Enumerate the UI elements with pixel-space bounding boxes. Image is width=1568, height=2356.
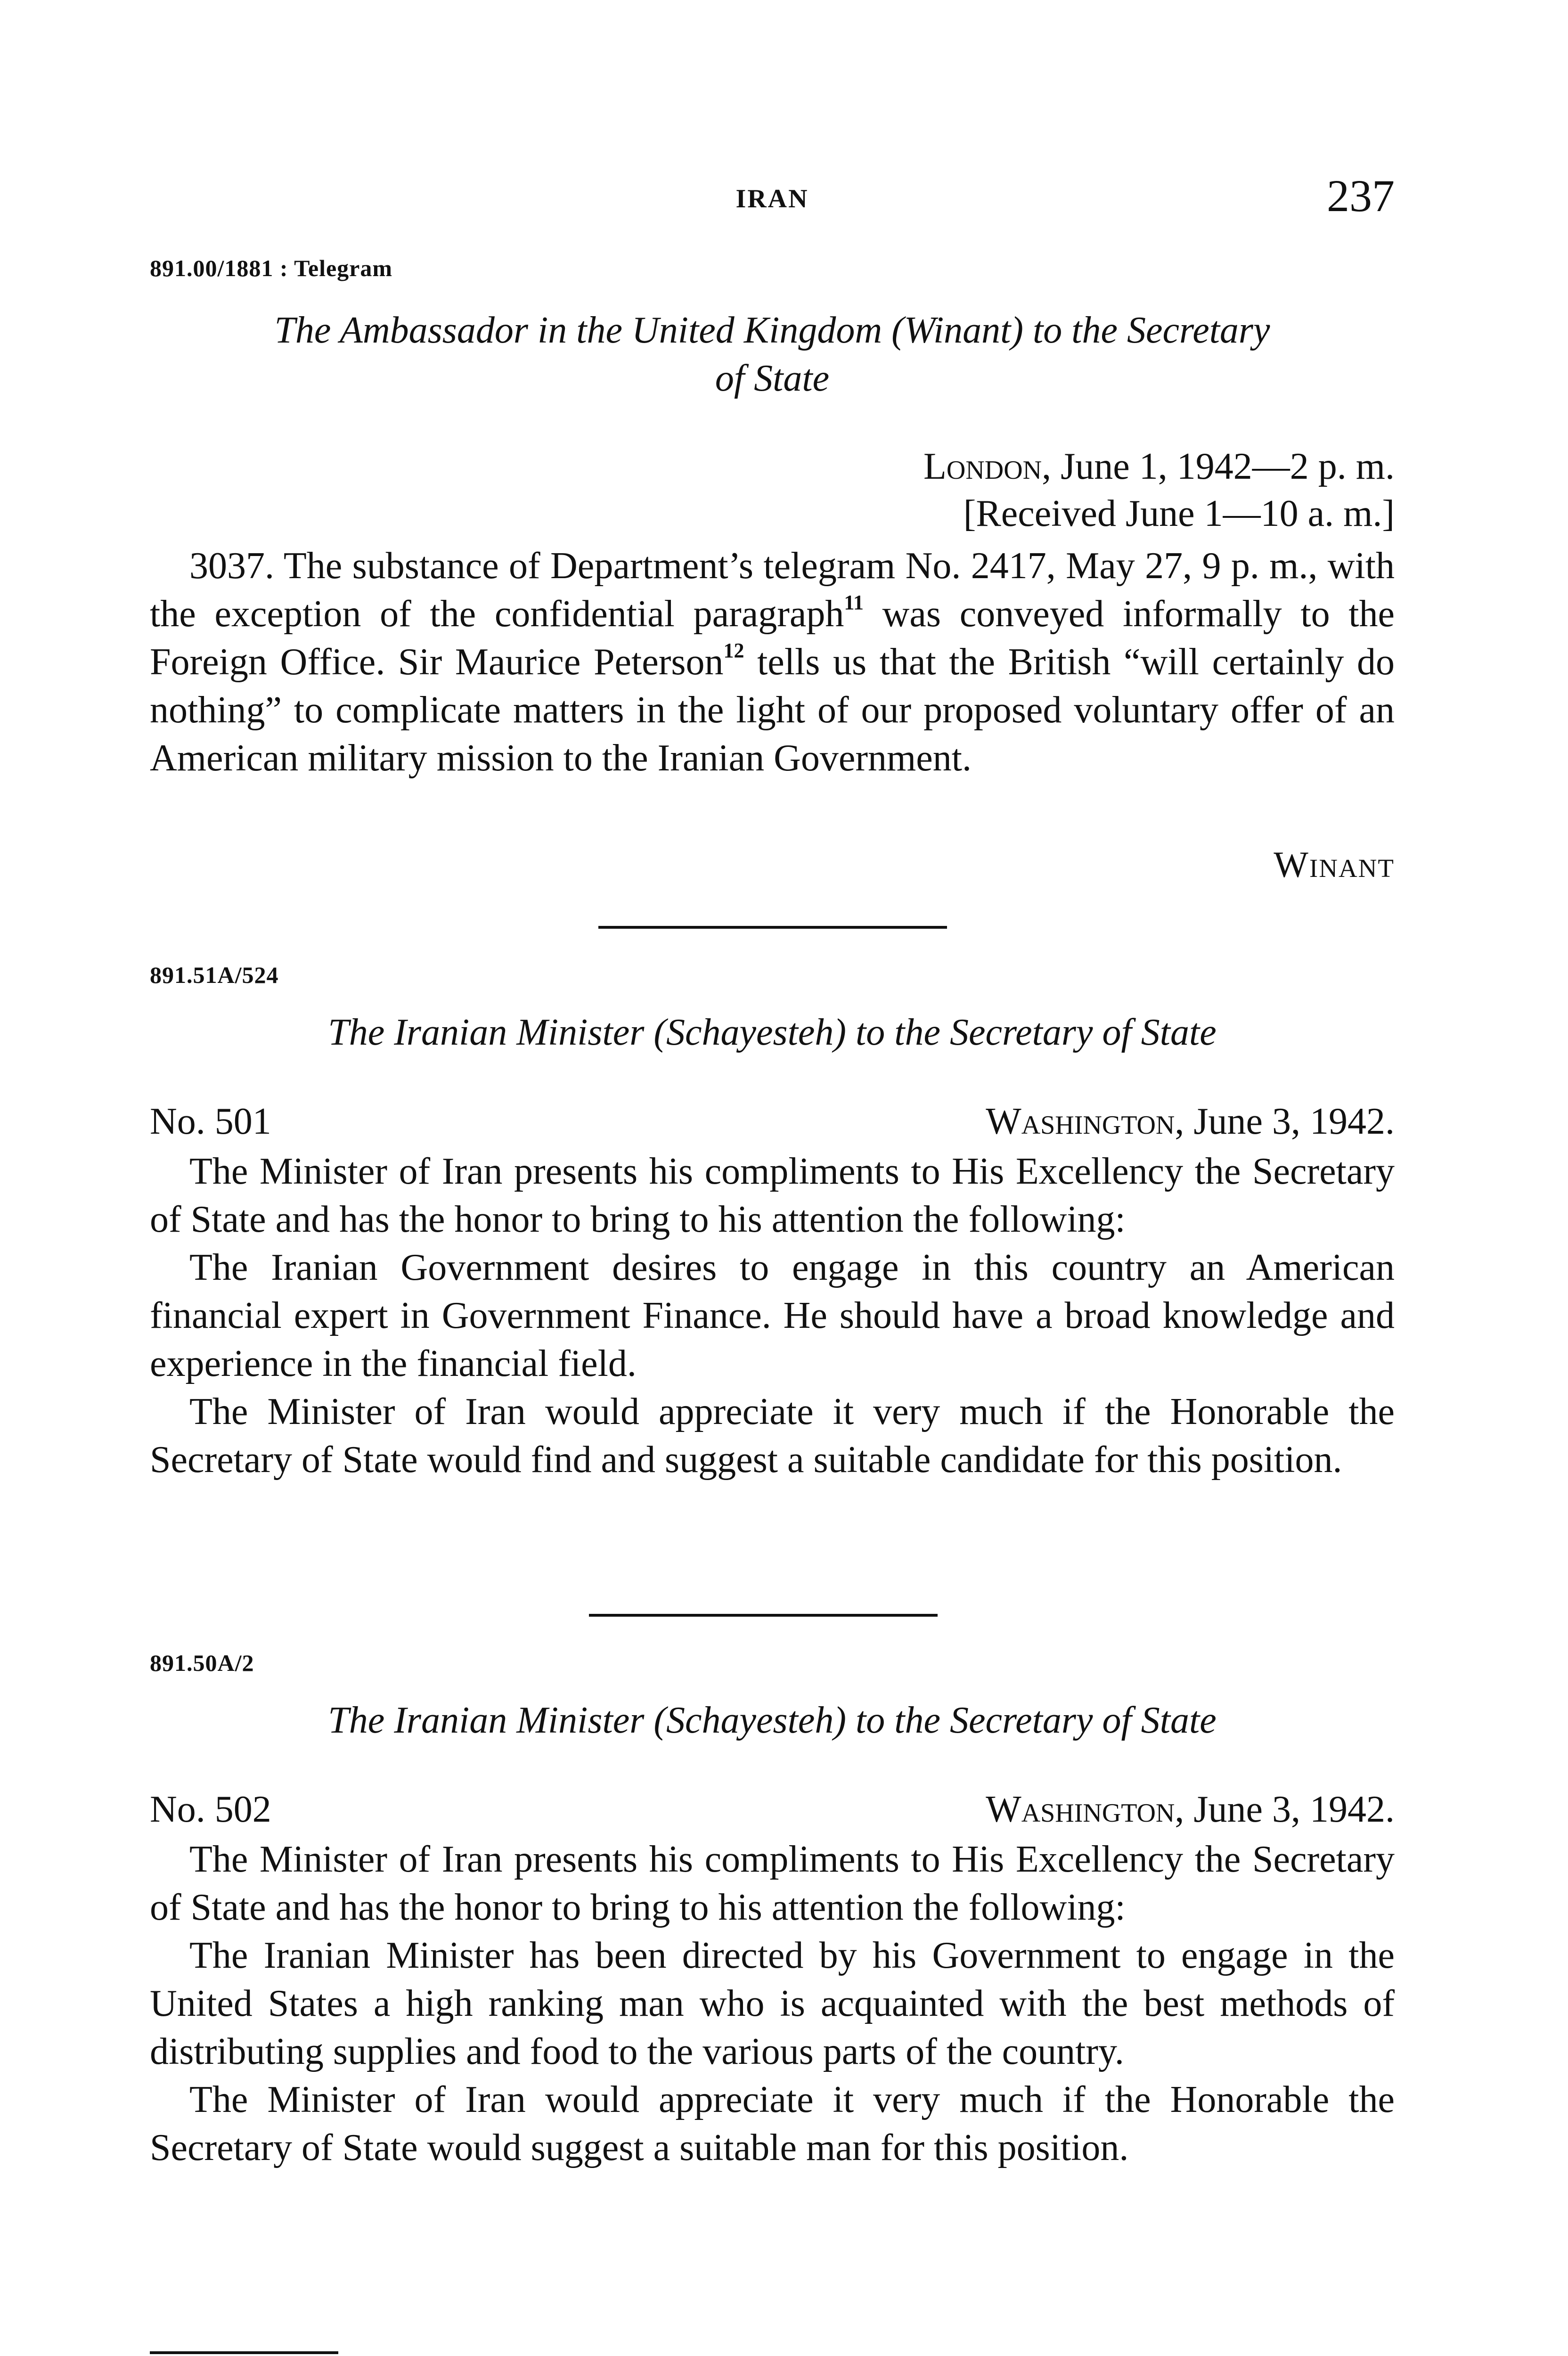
doc2-dateline: [986, 1098, 1395, 1145]
doc2-heading: The Iranian Minister (Schayesteh) to the Secretary of State: [328, 1012, 1217, 1053]
doc3-paragraph-3: The Minister of Iran would appreciate it very much if the Honorable the Secretary of State would suggest a suitable man for this position.: [150, 2079, 1395, 2168]
footnote-ref-12: 12: [723, 639, 744, 662]
doc1-dateline-place: London: [923, 446, 1042, 487]
doc2-body: [150, 1147, 1395, 1484]
doc2-dateline-place: Washington: [986, 1101, 1175, 1142]
doc2-paragraph-1: The Minister of Iran presents his compliments to His Excellency the Secretary of State and has the honor to bring to his attention the following:: [150, 1151, 1395, 1240]
doc1-body: [150, 542, 1395, 782]
doc3-body: [150, 1835, 1395, 2172]
doc3-number: No. 502: [150, 1789, 271, 1830]
running-title: IRAN: [735, 184, 809, 213]
doc1-received: [Received June 1—10 a. m.]: [963, 493, 1395, 534]
doc1-heading: [150, 306, 1395, 402]
doc1-dateline-line: [150, 443, 1395, 490]
section-divider: [589, 1614, 938, 1617]
doc1-file-number: 891.00/1881 : Telegram: [150, 255, 393, 281]
doc1-heading-line1: The Ambassador in the United Kingdom (Winant) to the Secretary: [274, 310, 1270, 351]
doc3-paragraph-2: The Iranian Minister has been directed by his Government to engage in the United States a high ranking man who is acquainted with the best methods of distributing supplies and food to the various parts of the country.: [150, 1935, 1395, 2072]
doc3-paragraph-1: The Minister of Iran presents his compliments to His Excellency the Secretary of State and has the honor to bring to his attention the following:: [150, 1839, 1395, 1928]
doc3-number-line: [150, 1786, 1395, 1833]
doc3-dateline-place: Washington: [986, 1789, 1175, 1830]
page-number: 237: [1327, 171, 1395, 221]
doc1-paragraph: [150, 542, 1395, 782]
doc1-dateline: [150, 443, 1395, 537]
doc2-paragraph-2: The Iranian Government desires to engage in this country an American financial expert in Government Finance. He should have a broad knowledge and experience in the financial field.: [150, 1247, 1395, 1384]
doc1-body-part3: tells us that the British “will certainly do nothing” to complicate matters in the light of our proposed voluntary offer of an American military mission to the Iranian Government.: [150, 641, 1395, 779]
running-head: [150, 171, 1395, 226]
doc3-file-number: 891.50A/2: [150, 1650, 254, 1676]
doc1-signature: Winant: [1274, 844, 1395, 885]
doc2-file-number: 891.51A/524: [150, 962, 279, 988]
footnote-ref-11: 11: [844, 591, 864, 614]
doc3-dateline: [986, 1786, 1395, 1833]
doc1-heading-line2: of State: [715, 358, 830, 399]
doc1-dateline-date: , June 1, 1942—2 p. m.: [1042, 446, 1395, 487]
doc3-heading: The Iranian Minister (Schayesteh) to the Secretary of State: [328, 1700, 1217, 1741]
section-divider: [598, 926, 947, 929]
doc2-dateline-date: , June 3, 1942.: [1175, 1101, 1395, 1142]
doc2-number: No. 501: [150, 1101, 271, 1142]
footnote-rule: [150, 2351, 338, 2354]
doc3-dateline-date: , June 3, 1942.: [1175, 1789, 1395, 1830]
doc2-paragraph-3: The Minister of Iran would appreciate it very much if the Honorable the Secretary of State would find and suggest a suitable candidate for this position.: [150, 1391, 1395, 1481]
doc2-number-line: [150, 1098, 1395, 1145]
doc1-body-part2: was conveyed informally to the Foreign Office. Sir Maurice Peterson: [150, 593, 1395, 683]
doc1-body-part1: 3037. The substance of Department’s telegram No. 2417, May 27, 9 p. m., with the exception of the confidential paragraph: [150, 545, 1395, 635]
